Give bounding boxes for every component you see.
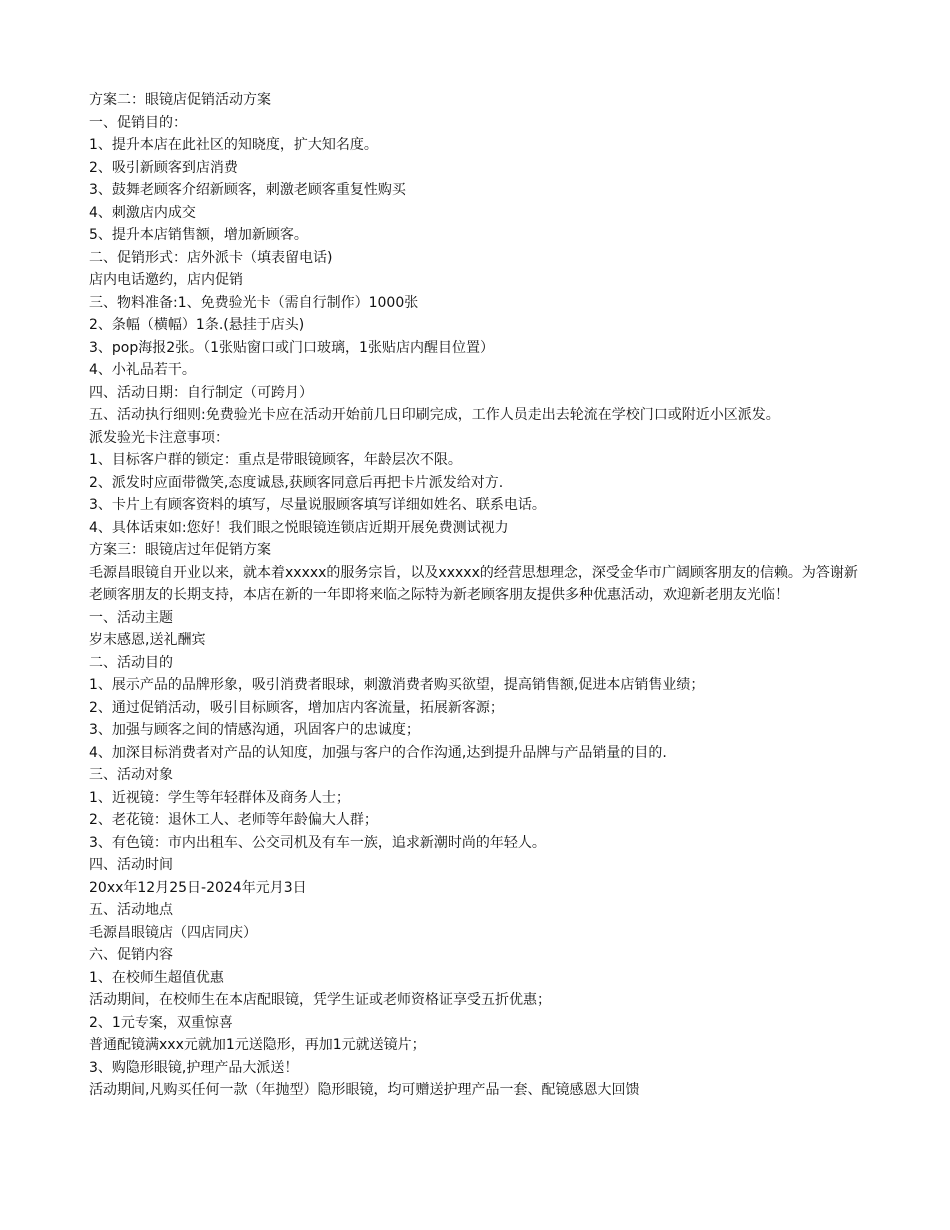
list-item: 2、通过促销活动，吸引目标顾客，增加店内客流量，拓展新客源； bbox=[89, 699, 504, 716]
paragraph: 派发验光卡注意事项： bbox=[89, 429, 229, 446]
section-heading: 五、活动地点 bbox=[89, 902, 173, 918]
list-item: 3、加强与顾客之间的情感沟通，巩固客户的忠诚度； bbox=[89, 722, 420, 738]
doc-heading-plan-2: 方案二：眼镜店促销活动方案 bbox=[89, 92, 271, 108]
paragraph: 活动期间，在校师生在本店配眼镜，凭学生证或老师资格证享受五折优惠； bbox=[89, 992, 551, 1008]
list-item: 1、目标客户群的锁定：重点是带眼镜顾客，年龄层次不限。 bbox=[89, 452, 462, 468]
list-item: 4、小礼品若干。 bbox=[89, 362, 196, 378]
list-item: 3、购隐形眼镜,护理产品大派送！ bbox=[89, 1059, 299, 1076]
section-heading: 一、活动主题 bbox=[89, 609, 173, 626]
list-item: 1、展示产品的品牌形象，吸引消费者眼球，刺激消费者购买欲望，提高销售额,促进本店销售业绩； bbox=[89, 677, 705, 693]
paragraph: 毛源昌眼镜店（四店同庆） bbox=[89, 924, 257, 941]
list-item: 2、老花镜：退休工人、老师等年龄偏大人群； bbox=[89, 812, 378, 828]
section-heading: 四、活动日期：自行制定（可跨月） bbox=[89, 384, 313, 401]
list-item: 2、吸引新顾客到店消费 bbox=[89, 159, 238, 176]
section-heading: 六、促销内容 bbox=[89, 947, 173, 963]
doc-heading-plan-3: 方案三：眼镜店过年促销方案 bbox=[89, 542, 271, 558]
paragraph: 活动期间,凡购买任何一款（年抛型）隐形眼镜，均可赠送护理产品一套、配镜感恩大回馈 bbox=[89, 1082, 640, 1098]
list-item: 3、鼓舞老顾客介绍新顾客，刺激老顾客重复性购买 bbox=[89, 182, 406, 198]
section-heading: 三、活动对象 bbox=[89, 767, 173, 783]
list-item: 2、条幅（横幅）1条.(悬挂于店头) bbox=[89, 317, 305, 333]
section-heading: 三、物料准备:1、免费验光卡（需自行制作）1000张 bbox=[89, 294, 419, 311]
list-item: 5、提升本店销售额，增加新顾客。 bbox=[89, 227, 308, 243]
list-item: 2、1元专案，双重惊喜 bbox=[89, 1014, 233, 1031]
section-heading: 一、促销目的： bbox=[89, 114, 187, 131]
list-item: 1、在校师生超值优惠 bbox=[89, 969, 224, 986]
list-item: 1、提升本店在此社区的知晓度，扩大知名度。 bbox=[89, 137, 378, 153]
list-item: 4、刺激店内成交 bbox=[89, 204, 196, 221]
list-item: 3、卡片上有顾客资料的填写，尽量说服顾客填写详细如姓名、联系电话。 bbox=[89, 497, 546, 513]
paragraph: 店内电话邀约，店内促销 bbox=[89, 272, 243, 288]
list-item: 3、pop海报2张。（1张贴窗口或门口玻璃，1张贴店内醒目位置） bbox=[89, 339, 494, 356]
section-heading: 二、活动目的 bbox=[89, 654, 173, 671]
list-item: 2、派发时应面带微笑,态度诚恳,获顾客同意后再把卡片派发给对方. bbox=[89, 474, 504, 491]
paragraph: 普通配镜满xxx元就加1元送隐形，再加1元就送镜片； bbox=[89, 1037, 426, 1053]
list-item: 4、加深目标消费者对产品的认知度，加强与客户的合作沟通,达到提升品牌与产品销量的目的. bbox=[89, 744, 667, 761]
intro-paragraph: 毛源昌眼镜自开业以来，就本着xxxxx的服务宗旨，以及xxxxx的经营思想理念，深受金华市广阔顾客朋友的信赖。为答谢新老顾客朋友的长期支持，本店在新的一年即将来临之际特为新老顾客朋友提供多种优惠活动，欢迎新老朋友光临！ bbox=[89, 564, 858, 603]
section-heading: 四、活动时间 bbox=[89, 857, 173, 873]
section-heading: 五、活动执行细则:免费验光卡应在活动开始前几日印刷完成，工作人员走出去轮流在学校门口或附近小区派发。 bbox=[89, 407, 780, 423]
list-item: 1、近视镜：学生等年轻群体及商务人士； bbox=[89, 789, 350, 806]
list-item: 4、具体话束如:您好！我们眼之悦眼镜连锁店近期开展免费测试视力 bbox=[89, 519, 509, 536]
list-item: 3、有色镜：市内出租车、公交司机及有车一族，追求新潮时尚的年轻人。 bbox=[89, 834, 546, 851]
paragraph: 岁末感恩,送礼酬宾 bbox=[89, 632, 206, 648]
paragraph: 20xx年12月25日-2024年元月3日 bbox=[89, 879, 307, 896]
section-heading: 二、促销形式：店外派卡（填表留电话) bbox=[89, 249, 333, 266]
